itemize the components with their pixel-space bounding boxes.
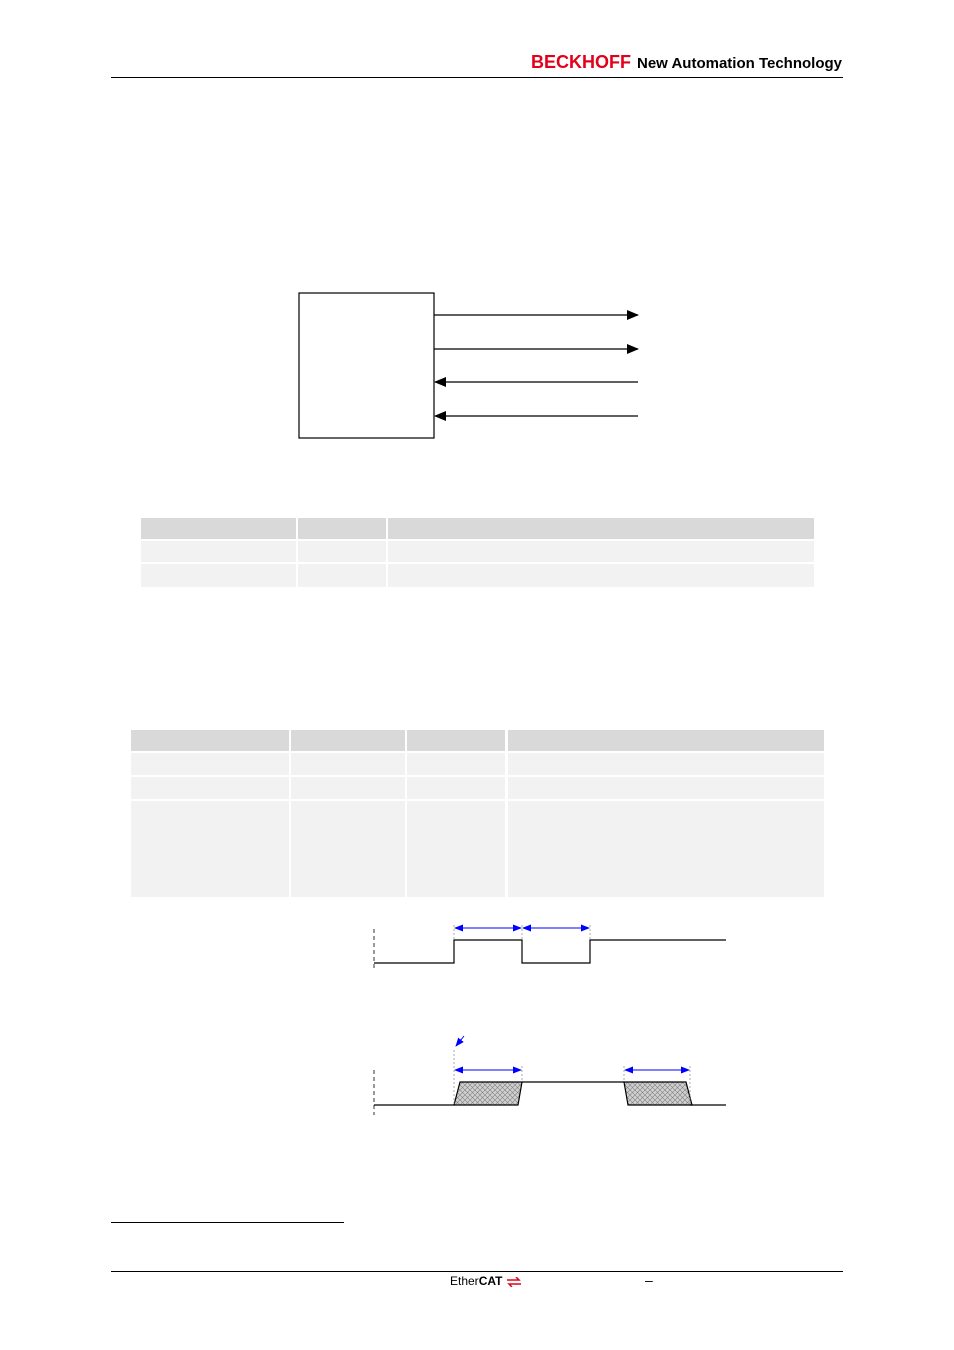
ethercat-logo-ether: Ether (450, 1274, 479, 1288)
ethercat-arrow-icon (506, 1277, 522, 1287)
header-tagline: New Automation Technology (637, 55, 842, 72)
table1-header-cell (141, 518, 296, 539)
ethercat-logo-cat: CAT (478, 1274, 503, 1288)
signal-table-1 (141, 518, 814, 588)
table1-cell (141, 564, 296, 587)
data-transition-region (624, 1082, 692, 1105)
table2-cell (291, 777, 405, 799)
block-diagram (290, 285, 650, 450)
table2-cell (131, 801, 289, 897)
clock-waveform (374, 940, 726, 963)
beckhoff-logo: BECKHOFF (531, 52, 631, 72)
table1-header-cell (298, 518, 386, 539)
table2-cell (407, 801, 505, 897)
footer-rule (111, 1271, 843, 1272)
table1-cell (141, 541, 296, 562)
header-brand (531, 52, 842, 73)
diagram-block (299, 293, 434, 438)
table1-cell (388, 564, 814, 587)
timing-diagram-data (360, 1030, 740, 1120)
table2-cell (407, 753, 505, 775)
table2-cell (508, 777, 824, 799)
header-rule (111, 77, 843, 78)
table2-cell (407, 777, 505, 799)
table2-header-cell (291, 730, 405, 751)
signal-table-2 (131, 730, 824, 897)
ethercat-logo (450, 1274, 522, 1292)
timing-diagram-clock (360, 915, 740, 975)
data-transition-region (454, 1082, 522, 1105)
table2-header-cell (407, 730, 505, 751)
footnote-separator (111, 1222, 344, 1223)
table2-cell (291, 753, 405, 775)
table1-header-cell (388, 518, 814, 539)
table1-cell (298, 541, 386, 562)
table2-header-cell (508, 730, 824, 751)
edge-pointer-arrow (456, 1036, 464, 1046)
table2-cell (131, 753, 289, 775)
table1-cell (298, 564, 386, 587)
table2-cell (291, 801, 405, 897)
table1-cell (388, 541, 814, 562)
table2-cell (131, 777, 289, 799)
table2-header-cell (131, 730, 289, 751)
footer-dash: – (645, 1272, 653, 1288)
table2-cell (508, 801, 824, 897)
table2-cell (508, 753, 824, 775)
